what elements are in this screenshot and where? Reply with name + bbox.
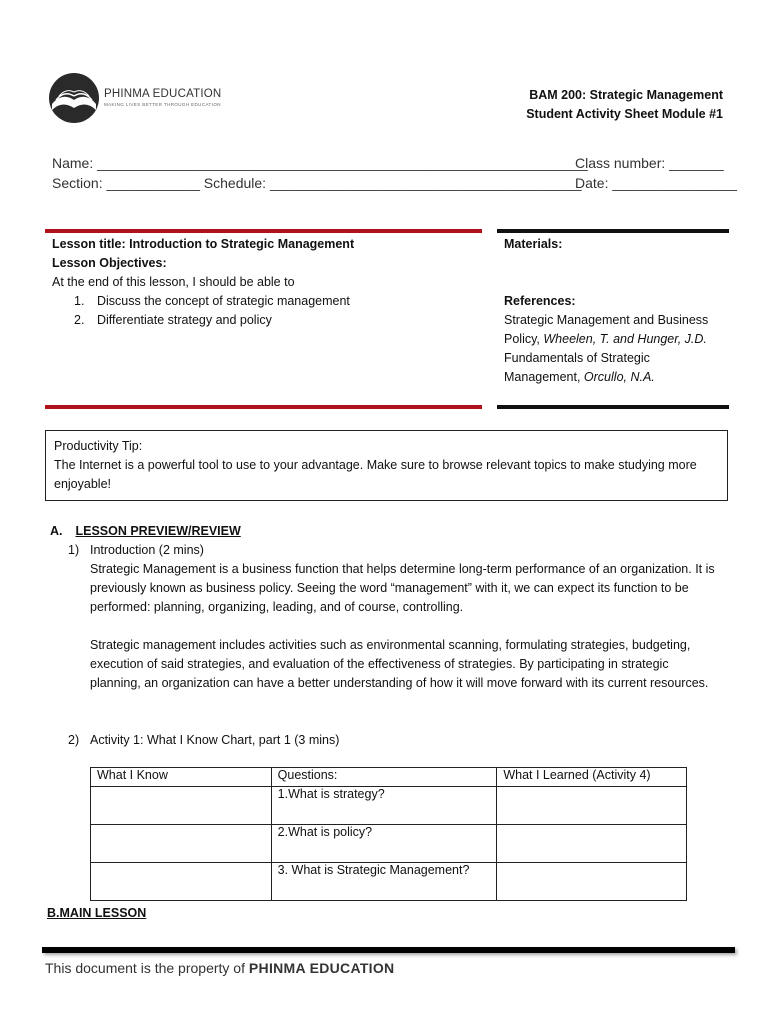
learned-answer-cell[interactable]: [497, 863, 687, 901]
reference-2-author: Orcullo, N.A.: [583, 370, 655, 384]
section-a-letter: A.: [50, 524, 63, 538]
objectives-list: [52, 292, 482, 330]
table-row: [91, 825, 687, 863]
item-2-number: 2): [68, 733, 80, 747]
brand-logo: [48, 70, 248, 126]
phinma-logo-icon: [48, 70, 100, 126]
learned-answer-cell[interactable]: [497, 787, 687, 825]
table-row: [91, 787, 687, 825]
section-schedule-field[interactable]: Section: ____________ Schedule: ________________________________________: [52, 175, 582, 191]
footer: [45, 960, 394, 976]
materials-references: [504, 235, 726, 387]
productivity-tip-box: [45, 430, 728, 501]
reference-2: [504, 349, 726, 387]
class-number-field[interactable]: Class number: _______: [575, 155, 724, 171]
materials-label: Materials:: [504, 237, 563, 251]
objective-text: Discuss the concept of strategic management: [97, 294, 350, 308]
lesson-bottom-rule: [45, 405, 482, 409]
know-answer-cell[interactable]: [91, 863, 272, 901]
section-a-title: LESSON PREVIEW/REVIEW: [75, 524, 241, 538]
item-2-title: Activity 1: What I Know Chart, part 1 (3 mins): [90, 733, 340, 747]
objective-number: 2.: [74, 313, 85, 327]
section-b-heading: B.MAIN LESSON: [47, 906, 147, 920]
brand-tagline: MAKING LIVES BETTER THROUGH EDUCATION: [104, 102, 221, 107]
list-item: [52, 292, 482, 311]
item-1-number: 1): [68, 543, 80, 557]
objective-number: 1.: [74, 294, 85, 308]
references-label: References:: [504, 294, 576, 308]
materials-bottom-rule: [497, 405, 729, 409]
table-row: [91, 863, 687, 901]
brand-name: PHINMA EDUCATION: [104, 88, 222, 100]
lesson-info: [52, 235, 482, 330]
list-item: [52, 311, 482, 330]
tip-text: The Internet is a powerful tool to use to your advantage. Make sure to browse relevant topics to make studying more enjoyable!: [54, 458, 697, 491]
table-header-row: [91, 768, 687, 787]
footer-brand: PHINMA EDUCATION: [248, 960, 395, 976]
lesson-title: Lesson title: Introduction to Strategic Management: [52, 237, 355, 251]
header-what-i-learned: What I Learned (Activity 4): [497, 768, 687, 787]
name-field[interactable]: Name: _______________________________________________________________: [52, 155, 588, 171]
objective-text: Differentiate strategy and policy: [97, 313, 272, 327]
course-code: BAM 200: Strategic Management: [529, 88, 723, 102]
materials-top-rule: [497, 229, 729, 233]
header-questions: Questions:: [271, 768, 497, 787]
what-i-know-table: [90, 767, 687, 901]
question-cell: 2.What is policy?: [271, 825, 497, 863]
lesson-top-rule: [45, 229, 482, 233]
intro-paragraph-1: Strategic Management is a business function that helps determine long-term performance of an organization. It is previously known as business policy. Seeing the word “management” with it, we can expect its function to be performed: planning, organizing, leading, and of course, controlling.: [90, 562, 715, 614]
reference-1: [504, 311, 726, 349]
question-cell: 1.What is strategy?: [271, 787, 497, 825]
date-field[interactable]: Date: ________________: [575, 175, 737, 191]
know-answer-cell[interactable]: [91, 825, 272, 863]
footer-text: This document is the property of: [45, 960, 245, 976]
item-1-title: Introduction (2 mins): [90, 543, 204, 557]
intro-paragraph-2: Strategic management includes activities such as environmental scanning, formulating strategies, budgeting, execution of said strategies, and evaluation of the effectiveness of strategies. By participating in strategic planning, an organization can have a better understanding of how it will move forward with its current resources.: [90, 638, 709, 690]
course-heading: [526, 86, 723, 124]
question-cell: 3. What is Strategic Management?: [271, 863, 497, 901]
footer-rule: [42, 947, 735, 953]
header-what-i-know: What I Know: [91, 768, 272, 787]
objectives-intro: At the end of this lesson, I should be able to: [52, 275, 295, 289]
reference-2-title: Fundamentals of Strategic Management,: [504, 351, 650, 384]
sheet-title: Student Activity Sheet Module #1: [526, 107, 723, 121]
objectives-label: Lesson Objectives:: [52, 256, 167, 270]
tip-label: Productivity Tip:: [54, 439, 143, 453]
section-a-heading: [50, 522, 241, 541]
reference-1-title: Strategic Management and Business Policy,: [504, 313, 709, 346]
reference-1-author: Wheelen, T. and Hunger, J.D.: [543, 332, 707, 346]
know-answer-cell[interactable]: [91, 787, 272, 825]
learned-answer-cell[interactable]: [497, 825, 687, 863]
